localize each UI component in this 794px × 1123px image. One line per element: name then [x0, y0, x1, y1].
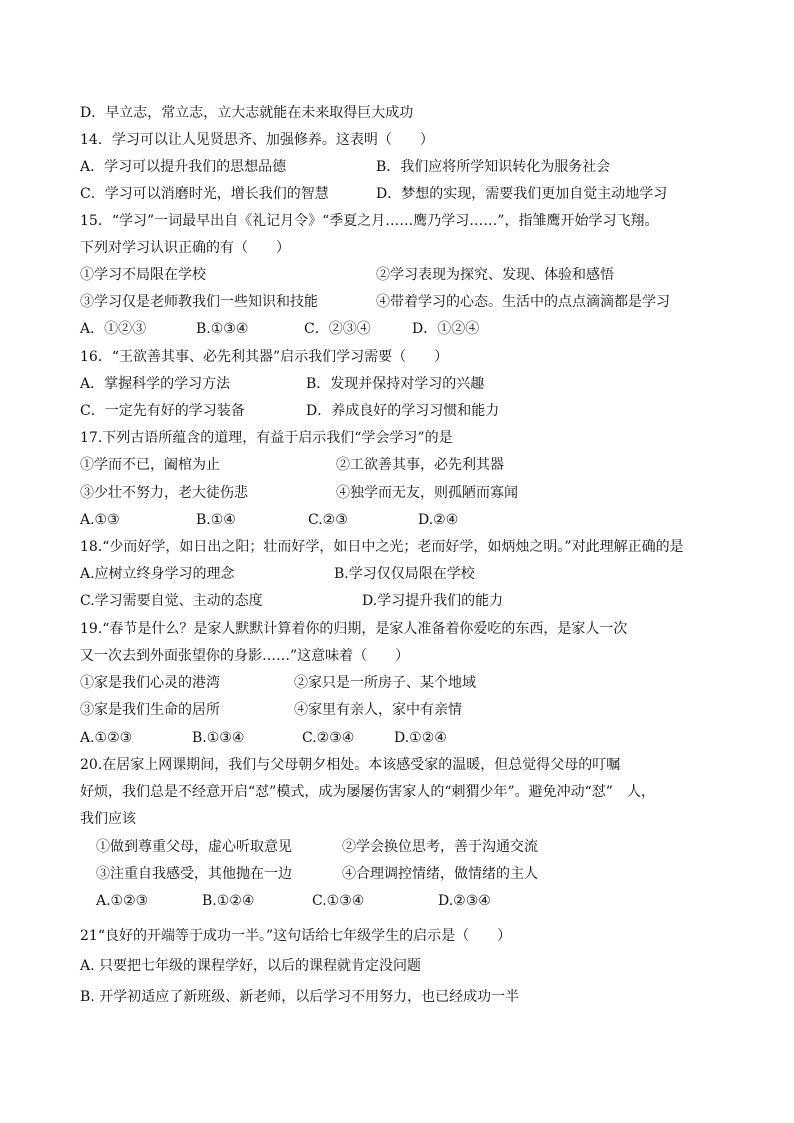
q14-option-b: B．我们应将所学知识转化为服务社会 — [376, 159, 611, 175]
q14-option-a: A．学习可以提升我们的思想品德 — [80, 159, 287, 175]
q19-option-b: B.①③④ — [192, 730, 245, 746]
q20-stem-line3: 我们应该 — [80, 811, 136, 827]
q21-option-b: B. 开学初适应了新班级、新老师，以后学习不用努力，也已经成功一半 — [80, 989, 520, 1005]
q18-option-a: A.应树立终身学习的理念 — [80, 566, 235, 582]
q20-option-b: B.①②④ — [202, 893, 255, 909]
q19-option-a: A.①②③ — [80, 730, 133, 746]
q19-statement-2: ②家只是一所房子、某个地域 — [294, 675, 476, 691]
q19-option-d: D.①②④ — [394, 730, 447, 746]
q14-option-c: C．学习可以消磨时光，增长我们的智慧 — [80, 186, 329, 202]
q18-option-c: C.学习需要自觉、主动的态度 — [80, 593, 263, 609]
q20-statement-3: ③注重自我感受，其他抛在一边 — [96, 866, 292, 882]
q20-option-a: A.①②③ — [96, 893, 149, 909]
q15-stem-line1: 15．“学习”一词最早出自《礼记月令》“季夏之月……鹰乃学习……”，指雏鹰开始学习飞翔。 — [80, 213, 659, 229]
q20-option-d: D.②③④ — [438, 893, 491, 909]
q17-option-d: D.②④ — [418, 512, 459, 528]
q17-option-c: C.②③ — [308, 512, 348, 528]
q19-stem-line2: 又一次去到外面张望你的身影……”这意味着（ ） — [80, 648, 410, 664]
q21-option-a: A. 只要把七年级的课程学好，以后的课程就肯定没问题 — [80, 958, 422, 974]
q15-statement-3: ③学习仅是老师教我们一些知识和技能 — [80, 294, 318, 310]
q15-option-a: A．①②③ — [80, 321, 147, 337]
q19-statement-1: ①家是我们心灵的港湾 — [80, 675, 220, 691]
q15-statement-1: ①学习不局限在学校 — [80, 267, 206, 283]
q16-option-b: B．发现并保持对学习的兴趣 — [306, 376, 485, 392]
q20-stem-line2: 好烦，我们总是不经意开启“怼”模式，成为屡屡伤害家人的“刺猬少年”。避免冲动“怼” 人， — [80, 784, 655, 800]
q17-statement-3: ③少壮不努力，老大徒伤悲 — [80, 485, 248, 501]
q19-statement-4: ④家里有亲人，家中有亲情 — [294, 702, 462, 718]
q19-statement-3: ③家是我们生命的居所 — [80, 702, 220, 718]
q20-statement-4: ④合理调控情绪，做情绪的主人 — [342, 866, 538, 882]
q17-statement-2: ②工欲善其事，必先利其器 — [336, 457, 504, 473]
q15-statement-2: ②学习表现为探究、发现、体验和感悟 — [376, 267, 614, 283]
q20-stem-line1: 20.在居家上网课期间，我们与父母朝夕相处。本该感受家的温暖，但总觉得父母的叮嘱 — [80, 757, 621, 773]
q17-statement-4: ④独学而无友，则孤陋而寡闻 — [336, 485, 518, 501]
q17-option-a: A.①③ — [80, 512, 120, 528]
q18-option-b: B.学习仅仅局限在学校 — [334, 566, 475, 582]
q20-option-c: C.①③④ — [312, 893, 365, 909]
q18-option-d: D.学习提升我们的能力 — [362, 593, 504, 609]
q21-stem: 21“良好的开端等于成功一半。”这句话给七年级学生的启示是（ ） — [80, 928, 512, 944]
q16-stem: 16．“王欲善其事、必先利其器”启示我们学习需要（ ） — [80, 349, 449, 365]
q20-statement-1: ①做到尊重父母，虚心听取意见 — [96, 839, 292, 855]
q15-stem-line2: 下列对学习认识正确的有（ ） — [80, 240, 290, 256]
q14-stem: 14．学习可以让人见贤思齐、加强修养。这表明（ ） — [80, 132, 434, 148]
q14-option-d: D．梦想的实现，需要我们更加自觉主动地学习 — [376, 186, 668, 202]
q16-option-c: C．一定先有好的学习装备 — [80, 403, 245, 419]
q17-stem: 17.下列古语所蕴含的道理，有益于启示我们“学会学习”的是 — [80, 430, 453, 446]
q15-option-c: C．②③④ — [304, 321, 371, 337]
q16-option-a: A．掌握科学的学习方法 — [80, 376, 231, 392]
q15-statement-4: ④带着学习的心态。生活中的点点滴滴都是学习 — [376, 294, 670, 310]
q17-option-b: B.①④ — [196, 512, 236, 528]
q15-option-b: B.①③④ — [196, 321, 249, 337]
q13-option-d: D．早立志，常立志，立大志就能在未来取得巨大成功 — [80, 105, 414, 121]
q15-option-d: D．①②④ — [412, 321, 480, 337]
q20-statement-2: ②学会换位思考，善于沟通交流 — [342, 839, 538, 855]
q18-stem: 18.“少而好学，如日出之阳；壮而好学，如日中之光；老而好学，如炳烛之明。”对此理解正确的是 — [80, 539, 684, 555]
q19-option-c: C.②③④ — [302, 730, 355, 746]
q19-stem-line1: 19.“春节是什么？是家人默默计算着你的归期，是家人准备着你爱吃的东西，是家人一次 — [80, 621, 628, 637]
q16-option-d: D．养成良好的学习习惯和能力 — [306, 403, 500, 419]
q17-statement-1: ①学而不已，阖棺为止 — [80, 457, 220, 473]
